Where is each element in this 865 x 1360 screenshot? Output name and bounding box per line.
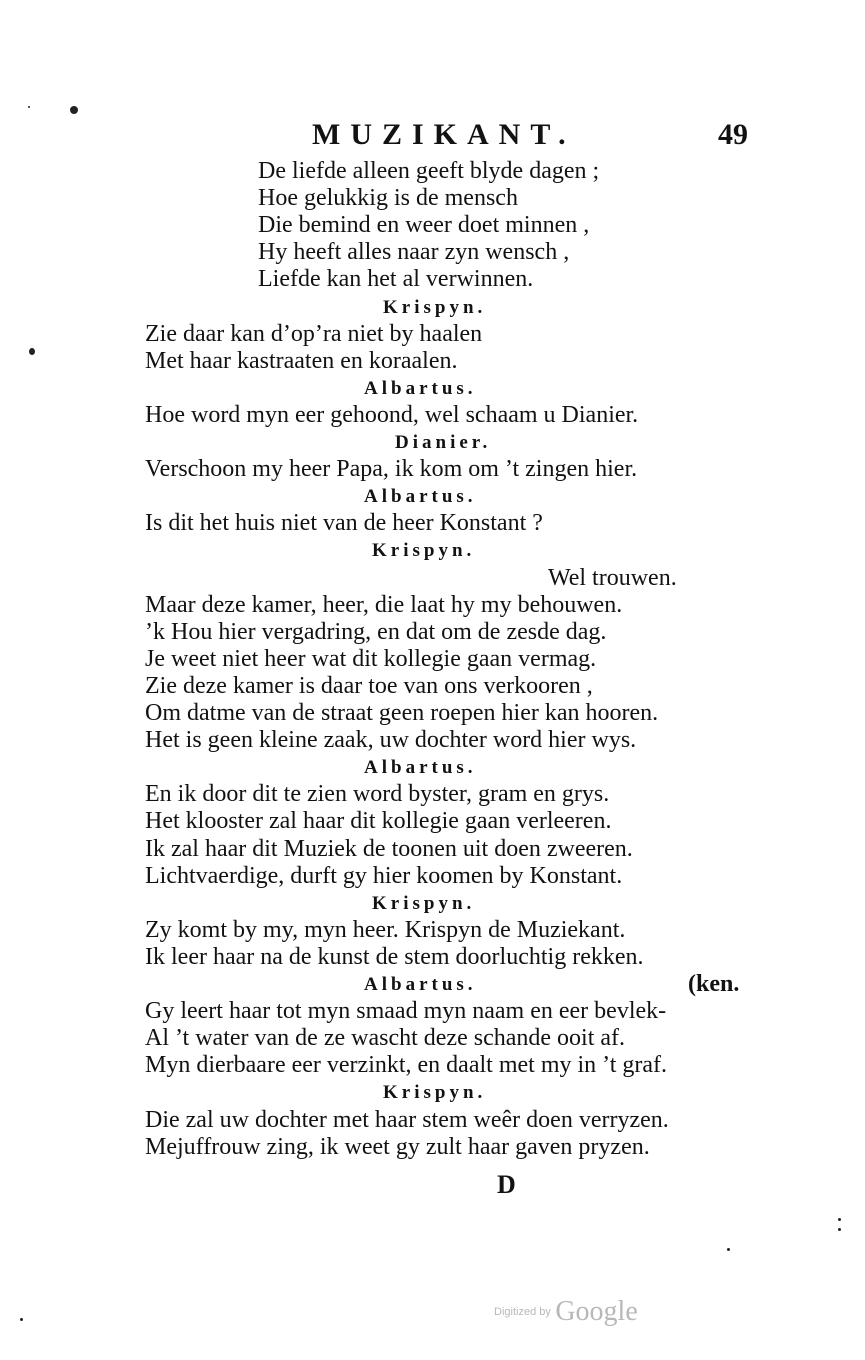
speaker-name xyxy=(372,890,475,917)
ink-speck xyxy=(727,1248,730,1251)
speaker-name xyxy=(364,754,477,781)
verse-line: Gy leert haar tot myn smaad myn naam en eer bevlek- xyxy=(145,998,667,1025)
verse-line: Al ’t water van de ze wascht deze schande ooit af. xyxy=(145,1025,626,1052)
verse-line: Zy komt by my, myn heer. Krispyn de Muziekant. xyxy=(145,916,626,943)
speaker-name xyxy=(383,294,486,321)
ink-speck xyxy=(29,348,35,355)
speaker-label: Krispyn. xyxy=(372,540,476,562)
verse-line: Het klooster zal haar dit kollegie gaan verleeren. xyxy=(145,808,612,835)
speaker-label: Dianier. xyxy=(395,432,492,453)
verse-line: Wel trouwen. xyxy=(548,564,677,591)
verse-line: Is dit het huis niet van de heer Konstant ? xyxy=(145,510,543,537)
verse-line: Ik zal haar dit Muziek de toonen uit doen zweeren. xyxy=(145,835,633,862)
page-number: 49 xyxy=(718,118,748,151)
song-line: Liefde kan het al verwinnen. xyxy=(258,266,534,293)
verse-line: Myn dierbaare eer verzinkt, en daalt met my in ’t graf. xyxy=(145,1052,668,1079)
ink-speck xyxy=(28,106,30,108)
speaker-label: Albartus. xyxy=(364,486,477,508)
verse-line: En ik door dit te zien word byster, gram en grys. xyxy=(145,781,610,808)
verse-line: ’k Hou hier vergadring, en dat om de zesde dag. xyxy=(145,618,607,645)
verse-line: Met haar kastraaten en koraalen. xyxy=(145,347,458,374)
verse-line: Lichtvaerdige, durft gy hier koomen by Konstant. xyxy=(145,862,623,889)
speaker-name xyxy=(372,537,475,564)
watermark-brand: Google xyxy=(555,1296,638,1327)
speaker-label: Albartus. xyxy=(364,377,477,399)
ink-speck xyxy=(70,106,78,114)
verse-line: Ik leer haar na de kunst de stem doorluchtig rekken. xyxy=(145,943,644,970)
running-head: MUZIKANT. xyxy=(312,118,576,151)
ink-speck xyxy=(838,1228,841,1231)
verse-line: Om datme van de straat geen roepen hier kan hooren. xyxy=(145,700,659,726)
digitized-watermark xyxy=(494,1296,638,1328)
verse-line: Het is geen kleine zaak, uw dochter word hier wys. xyxy=(145,727,637,754)
speaker-label: Krispyn. xyxy=(372,892,476,914)
verse-line: Mejuffrouw zing, ik weet gy zult haar gaven pryzen. xyxy=(145,1133,650,1160)
speaker-name xyxy=(364,483,477,510)
speaker-name xyxy=(395,429,491,456)
catchword: D xyxy=(497,1170,516,1199)
verse-line: Zie deze kamer is daar toe van ons verkooren , xyxy=(145,672,593,699)
song-line: Hoe gelukkig is de mensch xyxy=(258,185,518,212)
speaker-name xyxy=(364,375,477,402)
watermark-prefix: Digitized by xyxy=(494,1306,551,1318)
verse-line: Verschoon my heer Papa, ik kom om ’t zingen hier. xyxy=(145,456,638,483)
verse-line: Zie daar kan d’op’ra niet by haalen xyxy=(145,320,483,347)
line-overflow: (ken. xyxy=(688,971,740,997)
speaker-label: Krispyn. xyxy=(383,296,487,318)
verse-line: Hoe word myn eer gehoond, wel schaam u Dianier. xyxy=(145,401,639,428)
verse-line: Maar deze kamer, heer, die laat hy my behouwen. xyxy=(145,591,623,618)
verse-line: Die zal uw dochter met haar stem weêr doen verryzen. xyxy=(145,1106,669,1133)
ink-speck xyxy=(838,1218,841,1221)
speaker-label: Albartus. xyxy=(364,757,477,779)
ink-speck xyxy=(20,1318,23,1321)
song-line: Die bemind en weer doet minnen , xyxy=(258,212,590,239)
song-line: Hy heeft alles naar zyn wensch , xyxy=(258,239,570,266)
speaker-name xyxy=(383,1079,486,1106)
verse-line: Je weet niet heer wat dit kollegie gaan vermag. xyxy=(145,645,597,672)
song-line: De liefde alleen geeft blyde dagen ; xyxy=(258,158,600,184)
speaker-label: Albartus. xyxy=(364,974,477,995)
speaker-name xyxy=(364,971,740,998)
speaker-label: Krispyn. xyxy=(383,1082,487,1104)
